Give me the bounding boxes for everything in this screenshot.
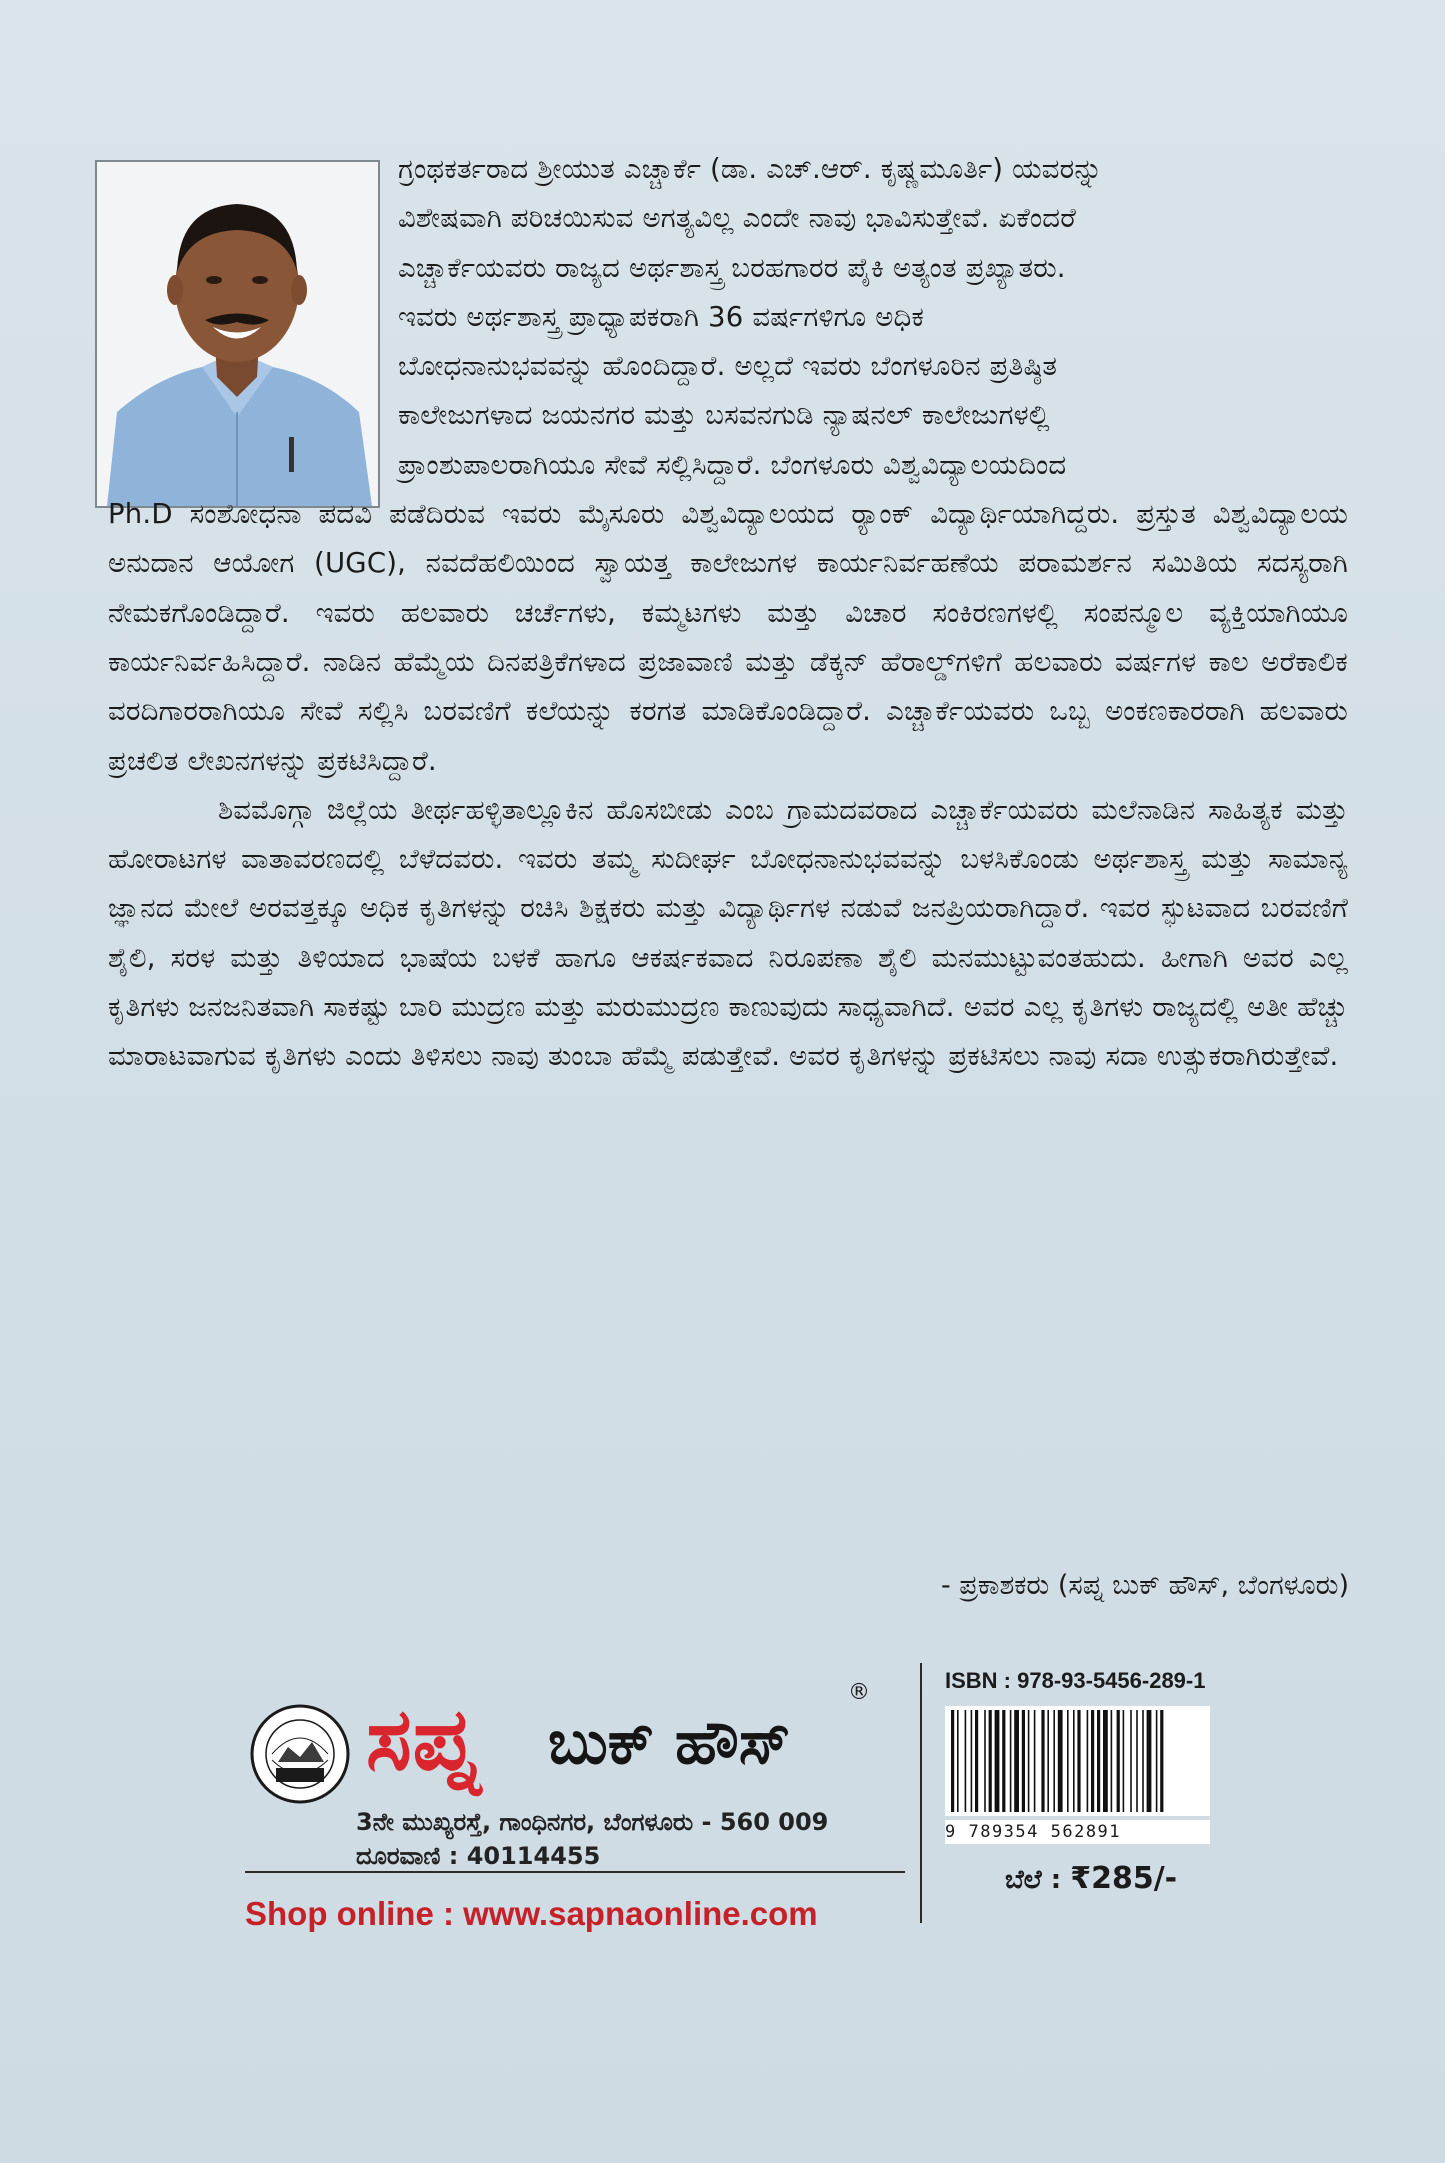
barcode-bar bbox=[1147, 1710, 1152, 1812]
barcode-bar bbox=[1022, 1710, 1025, 1812]
shop-online-link[interactable]: Shop online : www.sapnaonline.com bbox=[245, 1895, 818, 1932]
brand-name-black: ಬುಕ್ ಹೌಸ್ bbox=[548, 1708, 791, 1778]
barcode-bar bbox=[1123, 1710, 1125, 1812]
publisher-logo-block bbox=[248, 1680, 908, 1890]
barcode-bar bbox=[1002, 1710, 1005, 1812]
intro-line-6: ಕಾಲೇಜುಗಳಾದ ಜಯನಗರ ಮತ್ತು ಬಸವನಗುಡಿ ನ್ಯಾಷನಲ್ ಕಾಲೇಜುಗಳಲ್ಲಿ bbox=[398, 399, 1050, 432]
barcode-bar bbox=[1077, 1710, 1080, 1812]
intro-line-5: ಬೋಧನಾನುಭವವನ್ನು ಹೊಂದಿದ್ದಾರೆ. ಅಲ್ಲದೆ ಇವರು ಬೆಂಗಳೂರಿನ ಪ್ರತಿಷ್ಠಿತ bbox=[398, 350, 1058, 383]
intro-continuation: Ph.D ಸಂಶೋಧನಾ ಪದವಿ ಪಡೆದಿರುವ ಇವರು ಮೈಸೂರು ವಿಶ್ವವಿದ್ಯಾಲಯದ ರ್‍ಯಾಂಕ್ ವಿದ್ಯಾರ್ಥಿಯಾಗಿದ್ದರು. ಪ್ರಸ್ತುತ ವಿಶ್ವವಿದ್ಯಾಲಯ ಅನುದಾನ ಆಯೋಗ (UGC), ನವದೆಹಲಿಯಿಂದ ಸ್ವಾಯತ್ತ ಕಾಲೇಜುಗಳ ಕಾರ್ಯನಿರ್ವಹಣೆಯ ಪರಾಮರ್ಶನ ಸಮಿತಿಯ ಸದಸ್ಯರಾಗಿ ನೇಮಕಗೊಂಡಿದ್ದಾರೆ. ಇವರು ಹಲವಾರು ಚರ್ಚೆಗಳು, ಕಮ್ಮಟಗಳು ಮತ್ತು ವಿಚಾರ ಸಂಕಿರಣಗಳಲ್ಲಿ ಸಂಪನ್ಮೂಲ ವ್ಯಕ್ತಿಯಾಗಿಯೂ ಕಾರ್ಯನಿರ್ವಹಿಸಿದ್ದಾರೆ. ನಾಡಿನ ಹೆಮ್ಮೆಯ ದಿನಪತ್ರಿಕೆಗಳಾದ ಪ್ರಜಾವಾಣಿ ಮತ್ತು ಡೆಕ್ಕನ್ ಹೆರಾಲ್ಡ್‌ಗಳಿಗೆ ಹಲವಾರು ವರ್ಷಗಳ ಕಾಲ ಅರೆಕಾಲಿಕ ವರದಿಗಾರರಾಗಿಯೂ ಸೇವೆ ಸಲ್ಲಿಸಿ ಬರವಣಿಗೆ ಕಲೆಯನ್ನು ಕರಗತ ಮಾಡಿಕೊಂಡಿದ್ದಾರೆ. ಎಚ್ಚಾರ್ಕೆಯವರು ಒಬ್ಬ ಅಂಕಣಕಾರರಾಗಿ ಹಲವಾರು ಪ್ರಚಲಿತ ಲೇಖನಗಳನ್ನು ಪ್ರಕಟಿಸಿದ್ದಾರೆ. bbox=[108, 498, 1348, 777]
intro-line-7: ಪ್ರಾಂಶುಪಾಲರಾಗಿಯೂ ಸೇವೆ ಸಲ್ಲಿಸಿದ್ದಾರೆ. ಬೆಂಗಳೂರು ವಿಶ್ವವಿದ್ಯಾಲಯದಿಂದ bbox=[398, 448, 1067, 481]
barcode-bar bbox=[1087, 1710, 1089, 1812]
registered-mark: ® bbox=[848, 1680, 870, 1705]
barcode-bar bbox=[1117, 1710, 1120, 1812]
barcode-bar bbox=[1053, 1710, 1055, 1812]
intro-line-1: ಗ್ರಂಥಕರ್ತರಾದ ಶ್ರೀಯುತ ಎಚ್ಚಾರ್ಕೆ (ಡಾ. ಎಚ್.ಆರ್. ಕೃಷ್ಣಮೂರ್ತಿ) ಯವರನ್ನು bbox=[398, 153, 1103, 185]
paragraph-background: ಶಿವಮೊಗ್ಗಾ ಜಿಲ್ಲೆಯ ತೀರ್ಥಹಳ್ಳಿತಾಲ್ಲೂಕಿನ ಹೊಸಬೀಡು ಎಂಬ ಗ್ರಾಮದವರಾದ ಎಚ್ಚಾರ್ಕೆಯವರು ಮಲೆನಾಡಿನ ಸಾಹಿತ್ಯಕ ಮತ್ತು ಹೋರಾಟಗಳ ವಾತಾವರಣದಲ್ಲಿ ಬೆಳೆದವರು. ಇವರು ತಮ್ಮ ಸುದೀರ್ಘ ಬೋಧನಾನುಭವವನ್ನು ಬಳಸಿಕೊಂಡು ಅರ್ಥಶಾಸ್ತ್ರ ಮತ್ತು ಸಾಮಾನ್ಯ ಜ್ಞಾನದ ಮೇಲೆ ಅರವತ್ತಕ್ಕೂ ಅಧಿಕ ಕೃತಿಗಳನ್ನು ರಚಿಸಿ ಶಿಕ್ಷಕರು ಮತ್ತು ವಿದ್ಯಾರ್ಥಿಗಳ ನಡುವೆ ಜನಪ್ರಿಯರಾಗಿದ್ದಾರೆ. ಇವರ ಸ್ಫುಟವಾದ ಬರವಣಿಗೆ ಶೈಲಿ, ಸರಳ ಮತ್ತು ತಿಳಿಯಾದ ಭಾಷೆಯ ಬಳಕೆ ಹಾಗೂ ಆಕರ್ಷಕವಾದ ನಿರೂಪಣಾ ಶೈಲಿ ಮನಮುಟ್ಟುವಂತಹುದು. ಹೀಗಾಗಿ ಅವರ ಎಲ್ಲ ಕೃತಿಗಳು ಜನಜನಿತವಾಗಿ ಸಾಕಷ್ಟು ಬಾರಿ ಮುದ್ರಣ ಮತ್ತು ಮರುಮುದ್ರಣ ಕಾಣುವುದು ಸಾಧ್ಯವಾಗಿದೆ. ಅವರ ಎಲ್ಲ ಕೃತಿಗಳು ರಾಜ್ಯದಲ್ಲಿ ಅತೀ ಹೆಚ್ಚು ಮಾರಾಟವಾಗುವ ಕೃತಿಗಳು ಎಂದು ತಿಳಿಸಲು ನಾವು ತುಂಬಾ ಹೆಮ್ಮೆ ಪಡುತ್ತೇವೆ. ಅವರ ಕೃತಿಗಳನ್ನು ಪ್ರಕಟಿಸಲು ನಾವು ಸದಾ ಉತ್ಸುಕರಾಗಿರುತ್ತೇವೆ. bbox=[108, 793, 1348, 1073]
barcode-bar bbox=[957, 1710, 959, 1812]
publisher-phone: ದೂರವಾಣಿ : 40114455 bbox=[356, 1842, 601, 1870]
price-label: ಬೆಲೆ : bbox=[1005, 1865, 1062, 1895]
barcode-bar bbox=[1130, 1710, 1132, 1812]
isbn-digits: 9 789354 562891 bbox=[945, 1820, 1210, 1844]
barcode-bar bbox=[1136, 1710, 1138, 1812]
publisher-signature: - ಪ್ರಕಾಶಕರು (ಸಪ್ನ ಬುಕ್ ಹೌಸ್, ಬೆಂಗಳೂರು) bbox=[940, 1570, 1349, 1601]
divider bbox=[245, 1871, 905, 1873]
publisher-address: 3ನೇ ಮುಖ್ಯರಸ್ತೆ, ಗಾಂಧಿನಗರ, ಬೆಂಗಳೂರು - 560 009 bbox=[356, 1808, 829, 1836]
barcode-bar bbox=[1034, 1710, 1036, 1812]
paragraph-intro bbox=[108, 145, 1348, 786]
sapna-seal-icon bbox=[248, 1702, 353, 1807]
barcode-bar bbox=[1058, 1710, 1063, 1812]
barcode-bar bbox=[975, 1710, 978, 1812]
barcode-bar bbox=[995, 1710, 1000, 1812]
isbn-block bbox=[945, 1668, 1215, 1908]
barcode-bar bbox=[1047, 1710, 1049, 1812]
barcode-bar bbox=[1028, 1710, 1030, 1812]
brand-name-red: ಸಪ್ನ bbox=[366, 1690, 481, 1790]
barcode-bar bbox=[1067, 1710, 1069, 1812]
barcode-bar bbox=[1142, 1710, 1144, 1812]
barcode-bar bbox=[971, 1710, 973, 1812]
price-value: ₹285/- bbox=[1070, 1861, 1178, 1896]
barcode-bar bbox=[1111, 1710, 1113, 1812]
intro-line-2: ವಿಶೇಷವಾಗಿ ಪರಿಚಯಿಸುವ ಅಗತ್ಯವಿಲ್ಲ ಎಂದೇ ನಾವು ಭಾವಿಸುತ್ತೇವೆ. ಏಕೆಂದರೆ bbox=[398, 202, 1077, 235]
barcode-bar bbox=[951, 1710, 954, 1812]
isbn-label: ISBN : 978-93-5456-289-1 bbox=[945, 1668, 1206, 1693]
barcode-bar bbox=[1010, 1710, 1012, 1812]
intro-line-3: ಎಚ್ಚಾರ್ಕೆಯವರು ರಾಜ್ಯದ ಅರ್ಥಶಾಸ್ತ್ರ ಬರಹಗಾರರ ಪೈಕಿ ಅತ್ಯಂತ ಪ್ರಖ್ಯಾತರು. bbox=[398, 251, 1066, 284]
barcode-bar bbox=[1097, 1710, 1100, 1812]
price-tag bbox=[1005, 1861, 1177, 1896]
barcode-icon bbox=[945, 1706, 1210, 1816]
barcode-bar bbox=[1103, 1710, 1108, 1812]
barcode-bar bbox=[1091, 1710, 1094, 1812]
barcode-bar bbox=[1073, 1710, 1075, 1812]
barcode-bar bbox=[1041, 1710, 1044, 1812]
barcode-bar bbox=[1160, 1710, 1163, 1812]
barcode-bar bbox=[965, 1710, 967, 1812]
barcode-bar bbox=[984, 1710, 986, 1812]
barcode-bar bbox=[1156, 1710, 1158, 1812]
barcode-bar bbox=[1014, 1710, 1019, 1812]
intro-line-4: ಇವರು ಅರ್ಥಶಾಸ್ತ್ರ ಪ್ರಾಧ್ಯಾಪಕರಾಗಿ 36 ವರ್ಷಗಳಿಗೂ ಅಧಿಕ bbox=[398, 300, 925, 333]
blurb-text bbox=[108, 145, 1348, 1082]
vertical-divider bbox=[920, 1663, 922, 1923]
barcode-bar bbox=[989, 1710, 992, 1812]
